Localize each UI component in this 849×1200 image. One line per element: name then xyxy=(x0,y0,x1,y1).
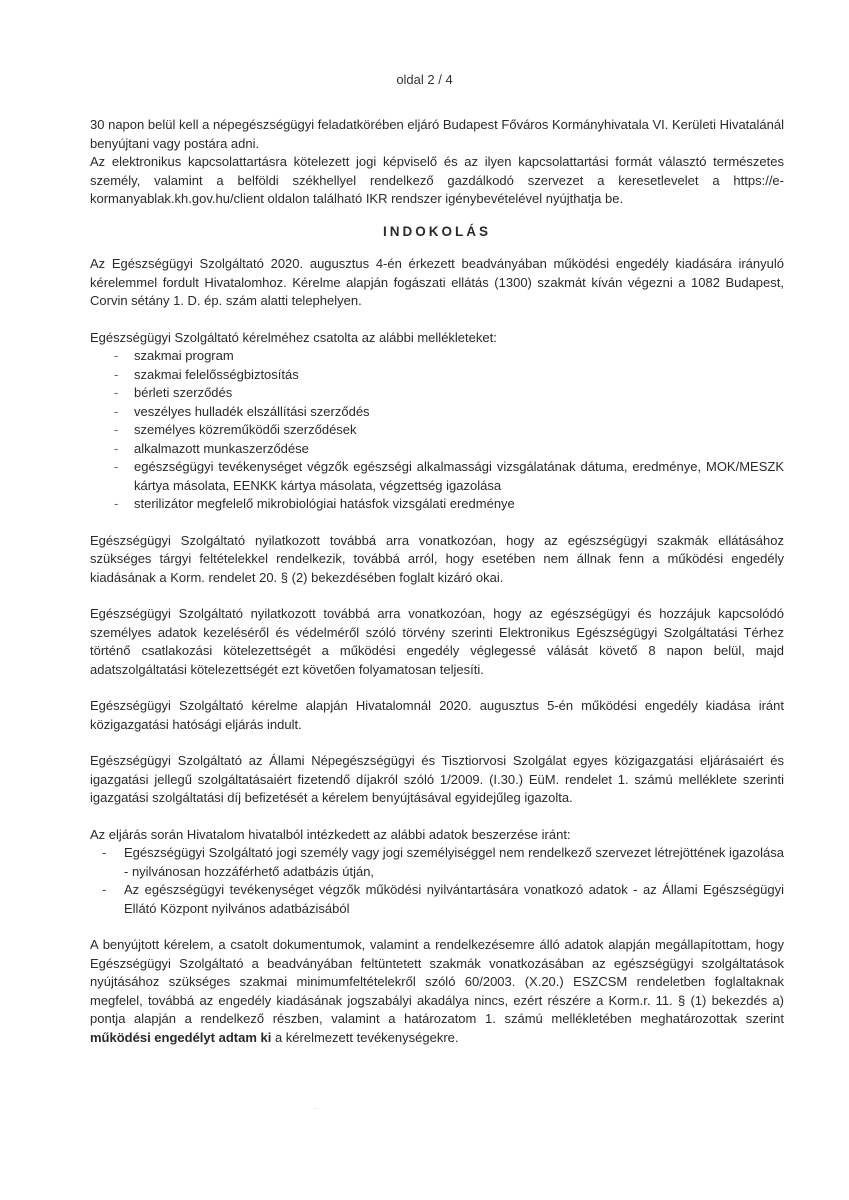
list-item: - alkalmazott munkaszerződése xyxy=(90,440,784,459)
conclusion-emphasis: működési engedélyt adtam ki xyxy=(90,1029,272,1045)
attachments-list xyxy=(90,347,784,514)
page-number: oldal 2 / 4 xyxy=(396,72,453,87)
paragraph-declaration-eeszt: Egészségügyi Szolgáltató nyilatkozott továbbá arra vonatkozóan, hogy az egészségügyi és hozzájuk kapcsolódó személyes adatok kezeléséről és védelméről szóló törvény szerinti Elektronikus Egészségügyi Szolgáltatási Térhez történő csatlakozási kötelezettségét a működési engedély véglegessé válását követő 8 napon belül, majd adatszolgáltatási kötelezettségét ezt követően folyamatosan teljesíti. xyxy=(90,606,784,677)
document-body xyxy=(90,116,784,1047)
conclusion-text: A benyújtott kérelem, a csatolt dokumentumok, valamint a rendelkezésemre álló adatok alapján megállapítottam, hogy Egészségügyi Szolgáltató a beadványában feltüntetett szakmák vonatkozásában az egészségügyi szolgáltatások nyújtásához szükséges szakmai minimumfeltételekről szóló 60/2003. (X.20.) ESZCSM rendeletben foglaltaknak megfelel, továbbá az engedély kiadásának jogszabályi akadálya nincs, ezért részére a Korm.r. 11. § (1) bekezdés a) pontja alapján a rendelkező részben, valamint a határozatom 1. számú mellékletében meghatározottak szerint xyxy=(90,937,784,1026)
list-item: - bérleti szerződés xyxy=(90,384,784,403)
paragraph-procedure-start: Egészségügyi Szolgáltató kérelme alapján Hivatalomnál 2020. augusztus 5-én működési engedély kiadása iránt közigazgatási hatósági eljárás indult. xyxy=(90,698,784,732)
list-item: - egészségügyi tevékenységet végzők egészségi alkalmassági vizsgálatának dátuma, eredménye, MOK/MESZK kártya másolata, EENKK kártya másolata, végzettség igazolása xyxy=(90,458,784,495)
procedure-intro: Az eljárás során Hivatalom hivatalból intézkedett az alábbi adatok beszerzése iránt: xyxy=(90,826,571,842)
intro-paragraph: 30 napon belül kell a népegészségügyi feladatkörében eljáró Budapest Főváros Kormányhivatala VI. Kerületi Hivatalánál benyújtani vagy postára adni. xyxy=(90,117,784,151)
intro-section xyxy=(90,116,784,209)
list-item: - sterilizátor megfelelő mikrobiológiai hatásfok vizsgálati eredménye xyxy=(90,495,784,514)
intro-paragraph: Az elektronikus kapcsolattartásra kötelezett jogi képviselő és az ilyen kapcsolattartási formát választó természetes személy, valamint a belföldi székhellyel rendelkező gazdálkodó szervezet a keresetlevelet a https://e-kormanyablak.kh.gov.hu/client oldalon található IKR rendszer igénybevételével nyújthatja be. xyxy=(90,154,784,206)
attachments-intro: Egészségügyi Szolgáltató kérelméhez csatolta az alábbi mellékleteket: xyxy=(90,329,497,345)
list-item: - veszélyes hulladék elszállítási szerződés xyxy=(90,403,784,422)
list-item: - szakmai felelősségbiztosítás xyxy=(90,366,784,385)
section-heading: INDOKOLÁS xyxy=(383,223,491,239)
list-item: - személyes közreműködői szerződések xyxy=(90,421,784,440)
conclusion-text-end: a kérelmezett tevékenységekre. xyxy=(271,1029,459,1045)
paragraph-declaration-conditions: Egészségügyi Szolgáltató nyilatkozott továbbá arra vonatkozóan, hogy az egészségügyi szakmák ellátásához szükséges tárgyi feltételekkel rendelkezik, továbbá arról, hogy esetében nem állnak fenn a működési engedély kiadásának a Korm. rendelet 20. § (2) bekezdésében foglalt kizáró okai. xyxy=(90,532,784,585)
list-item: - Egészségügyi Szolgáltató jogi személy vagy jogi személyiséggel nem rendelkező szervezet létrejöttének igazolása - nyilvánosan hozzáférhető adatbázis útján, xyxy=(90,844,784,881)
procedure-list xyxy=(90,844,784,918)
paragraph-request: Az Egészségügyi Szolgáltató 2020. augusztus 4-én érkezett beadványában működési engedély kiadására irányuló kérelemmel fordult Hivatalomhoz. Kérelme alapján fogászati ellátás (1300) szakmát kíván végezni a 1082 Budapest, Corvin sétány 1. D. ép. szám alatti telephelyen. xyxy=(90,256,784,308)
scan-speck: · xyxy=(314,1104,317,1113)
paragraph-fee: Egészségügyi Szolgáltató az Állami Népegészségügyi és Tisztiorvosi Szolgálat egyes közigazgatási eljárásaiért és igazgatási jellegű szolgáltatásaiért fizetendő díjakról szóló 1/2009. (I.30.) EüM. rendelet 1. számú melléklete szerinti igazgatási szolgáltatási díj befizetését a kérelem benyújtásával egyidejűleg igazolta. xyxy=(90,753,784,805)
list-item: - Az egészségügyi tevékenységet végzők működési nyilvántartására vonatkozó adatok - az Állami Egészségügyi Ellátó Központ nyilvános adatbázisából xyxy=(90,881,784,918)
paragraph-conclusion xyxy=(90,936,784,1047)
list-item: - szakmai program xyxy=(90,347,784,366)
